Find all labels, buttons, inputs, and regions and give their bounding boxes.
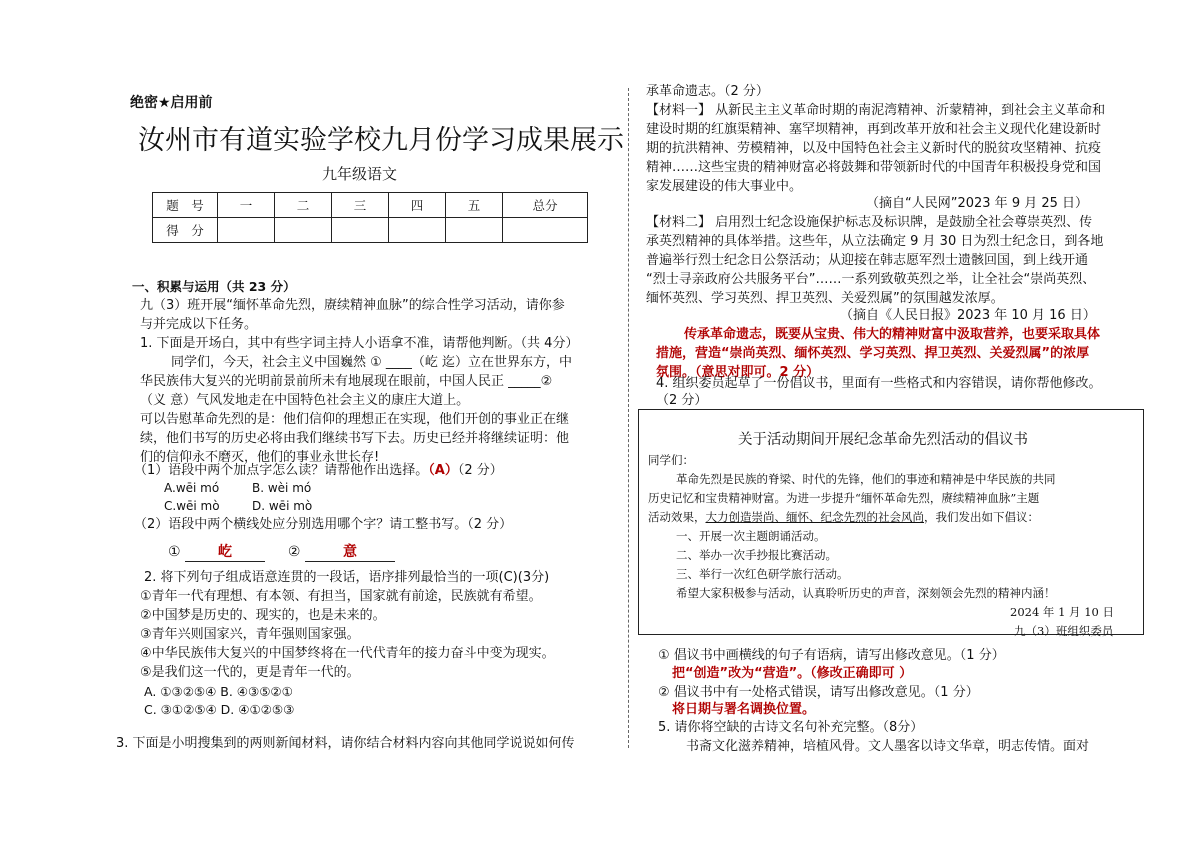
question-text: （1）语段中两个加点字怎么读？请帮他作出选择。: [134, 463, 429, 478]
answer-text: （A）: [428, 463, 458, 478]
answer-blank: 意: [305, 541, 395, 562]
answer-text: 把“创造”改为“营造”。（修改正确即可 ）: [672, 666, 913, 681]
question-4-1: [658, 646, 1005, 665]
section-heading: 一、积累与运用（共 23 分）: [132, 279, 296, 294]
table-cell: 四: [389, 193, 446, 218]
score-table-row: [153, 218, 588, 243]
score-input-cell[interactable]: [389, 218, 446, 243]
options: C. ③①②⑤④ D. ④①②⑤③: [144, 702, 295, 717]
question-5: 5. 请你将空缺的古诗文名句补充完整。（8分）: [658, 720, 924, 735]
question-3-continued: 承革命遗志。（2 分）: [646, 84, 769, 99]
answer-line: [168, 541, 395, 562]
column-divider: [628, 88, 629, 748]
secret-mark: 绝密★启用前: [130, 95, 213, 111]
answer-text: 措施，营造“崇尚英烈、缅怀英烈、学习英烈、捍卫英烈、关爱烈属”的浓厚: [656, 346, 1090, 361]
proposal-item: 一、开展一次主题朗诵活动。: [676, 529, 826, 543]
option-d: D. wēi mò: [252, 499, 313, 513]
table-cell: 二: [275, 193, 332, 218]
question-4: 4. 组织委员起草了一份倡议书，里面有一些格式和内容错误，请你帮他修改。: [656, 376, 1102, 391]
proposal-title: 关于活动期间开展纪念革命先烈活动的倡议书: [738, 432, 1028, 448]
material-line: 期的抗洪精神、劳模精神，以及中国特色社会主义新时代的脱贫攻坚精神、抗疫: [646, 141, 1102, 156]
passage-line: 们的信仰永不磨灭，他们的事业永世长存!: [140, 450, 380, 465]
sentence: ③青年兴则国家兴，青年强则国家强。: [140, 627, 360, 642]
option-a: A.wēi mó: [164, 481, 220, 495]
intro-text: 与并完成以下任务。: [140, 317, 258, 332]
material-line: 【材料一】 从新民主主义革命时期的南泥湾精神、沂蒙精神，到社会主义革命和: [646, 103, 1106, 118]
options: A. ①③②⑤④ B. ④③⑤②①: [144, 684, 293, 699]
question-number: ②: [658, 685, 670, 700]
passage-line: （义 意）气风发地走在中国特色社会主义的康庄大道上。: [140, 393, 470, 408]
proposal-date: 2024 年 1 月 10 日: [1010, 605, 1114, 619]
passage-line: 同学们，今天，社会主义中国巍然 ① ____（屹 迄）立在世界东方，中: [171, 355, 573, 370]
table-cell: 得 分: [153, 218, 218, 243]
score-input-cell[interactable]: [275, 218, 332, 243]
question-text: 倡议书中有一处格式错误，请写出修改意见。（1 分）: [673, 685, 979, 700]
proposal-line: [648, 509, 1039, 525]
score-text: （2 分）: [457, 463, 503, 478]
question-1-1: [134, 461, 503, 480]
answer-text: 氛围。（意思对即可。2 分）: [656, 365, 820, 380]
proposal-item: 二、举办一次手抄报比赛活动。: [676, 548, 837, 562]
material-line: 家发展建设的伟大事业中。: [646, 179, 803, 194]
intro-text: 九（3）班开展“缅怀革命先烈，赓续精神血脉”的综合性学习活动，请你参: [140, 298, 565, 313]
sentence: ②中国梦是历史的、现实的，也是未来的。: [140, 608, 386, 623]
sentence: ④中华民族伟大复兴的中国梦终将在一代代青年的接力奋斗中变为现实。: [140, 646, 555, 661]
material-source: （摘自《人民日报》2023 年 10 月 16 日）: [840, 308, 1096, 323]
exam-subtitle: 九年级语文: [322, 165, 398, 183]
proposal-text: ，我们发出如下倡议：: [924, 510, 1039, 524]
passage-line: 华民族伟大复兴的光明前景前所未有地展现在眼前，中国人民正 _____②: [140, 374, 553, 389]
exam-title: 汝州市有道实验学校九月份学习成果展示: [138, 125, 624, 156]
material-line: 承英烈精神的具体举措。这些年，从立法确定 9 月 30 日为烈士纪念日，到各地: [646, 234, 1104, 249]
table-cell: 五: [446, 193, 503, 218]
score-input-cell[interactable]: [446, 218, 503, 243]
score-input-cell[interactable]: [332, 218, 389, 243]
blank-label: ①: [168, 544, 181, 560]
material-line: 普遍举行烈士纪念日公祭活动；从迎接在韩志愿军烈士遗骸回国，到上线开通: [646, 253, 1089, 268]
table-cell: 一: [218, 193, 275, 218]
question-4: （2 分）: [656, 393, 708, 408]
underlined-sentence: 大力创造崇尚、缅怀、纪念先烈的社会风尚: [705, 510, 924, 524]
proposal-item: 三、举行一次红色研学旅行活动。: [676, 567, 849, 581]
question-text: 倡议书中画横线的句子有语病，请写出修改意见。（1 分）: [673, 648, 1005, 663]
passage-line: 可以告慰革命先烈的是：他们信仰的理想正在实现，他们开创的事业正在继: [140, 412, 570, 427]
question-1: 1. 下面是开场白，其中有些字词主持人小语拿不准，请帮他判断。（共 4分）: [140, 336, 579, 351]
proposal-greeting: 同学们：: [648, 453, 694, 467]
question-5-text: 书斋文化滋养精神，培植风骨。文人墨客以诗文华章，明志传情。面对: [686, 739, 1090, 754]
material-line: 缅怀英烈、学习英烈、捍卫英烈、关爱烈属”的氛围越发浓厚。: [646, 291, 1004, 306]
sentence: ⑤是我们这一代的，更是青年一代的。: [140, 665, 360, 680]
score-input-cell[interactable]: [218, 218, 275, 243]
material-source: （摘自“人民网”2023 年 9 月 25 日）: [866, 196, 1089, 211]
proposal-line: 历史记忆和宝贵精神财富。为进一步提升“缅怀革命先烈，赓续精神血脉”主题: [648, 491, 1040, 505]
question-3: 3. 下面是小明搜集到的两则新闻材料，请你结合材料内容向其他同学说说如何传: [116, 736, 575, 751]
answer-text: 将日期与署名调换位置。: [672, 702, 816, 717]
passage-line: 续，他们书写的历史必将由我们继续书写下去。历史已经并将继续证明：他: [140, 431, 570, 446]
material-line: “烈士寻亲政府公共服务平台”……一系列致敬英烈之举，让全社会“崇尚英烈、: [646, 272, 1096, 287]
score-table-row: [153, 193, 588, 218]
score-table: [152, 192, 588, 243]
table-cell: 三: [332, 193, 389, 218]
answer-blank: 屹: [185, 541, 265, 562]
question-1-2: （2）语段中两个横线处应分别选用哪个字？请工整书写。（2 分）: [134, 517, 513, 532]
table-cell: 总分: [503, 193, 588, 218]
option-c: C.wēi mò: [164, 499, 220, 513]
score-input-cell[interactable]: [503, 218, 588, 243]
material-line: 【材料二】 启用烈士纪念设施保护标志及标识牌，是鼓励全社会尊崇英烈、传: [646, 215, 1093, 230]
answer-text: 传承革命遗志，既要从宝贵、伟大的精神财富中汲取营养，也要采取具体: [684, 327, 1101, 342]
question-2: 2. 将下列句子组成语意连贯的一段话，语序排列最恰当的一项(C)(3分): [144, 570, 550, 585]
proposal-text: 活动效果，: [648, 510, 706, 524]
question-number: ①: [658, 648, 670, 663]
proposal-signature: 九（3）班组织委员: [1014, 624, 1114, 638]
table-cell: 题 号: [153, 193, 218, 218]
proposal-line: 希望大家积极参与活动，认真聆听历史的声音，深刻领会先烈的精神内涵！: [676, 586, 1056, 600]
material-line: 精神……这些宝贵的精神财富必将鼓舞和带领新时代的中国青年积极投身党和国: [646, 160, 1102, 175]
blank-label: ②: [287, 544, 301, 560]
material-line: 建设时期的红旗渠精神、塞罕坝精神，再到改革开放和社会主义现代化建设新时: [646, 122, 1102, 137]
option-b: B. wèi mó: [252, 481, 312, 495]
sentence: ①青年一代有理想、有本领、有担当，国家就有前途，民族就有希望。: [140, 589, 542, 604]
proposal-line: 革命先烈是民族的脊梁、时代的先锋，他们的事迹和精神是中华民族的共同: [676, 472, 1056, 486]
